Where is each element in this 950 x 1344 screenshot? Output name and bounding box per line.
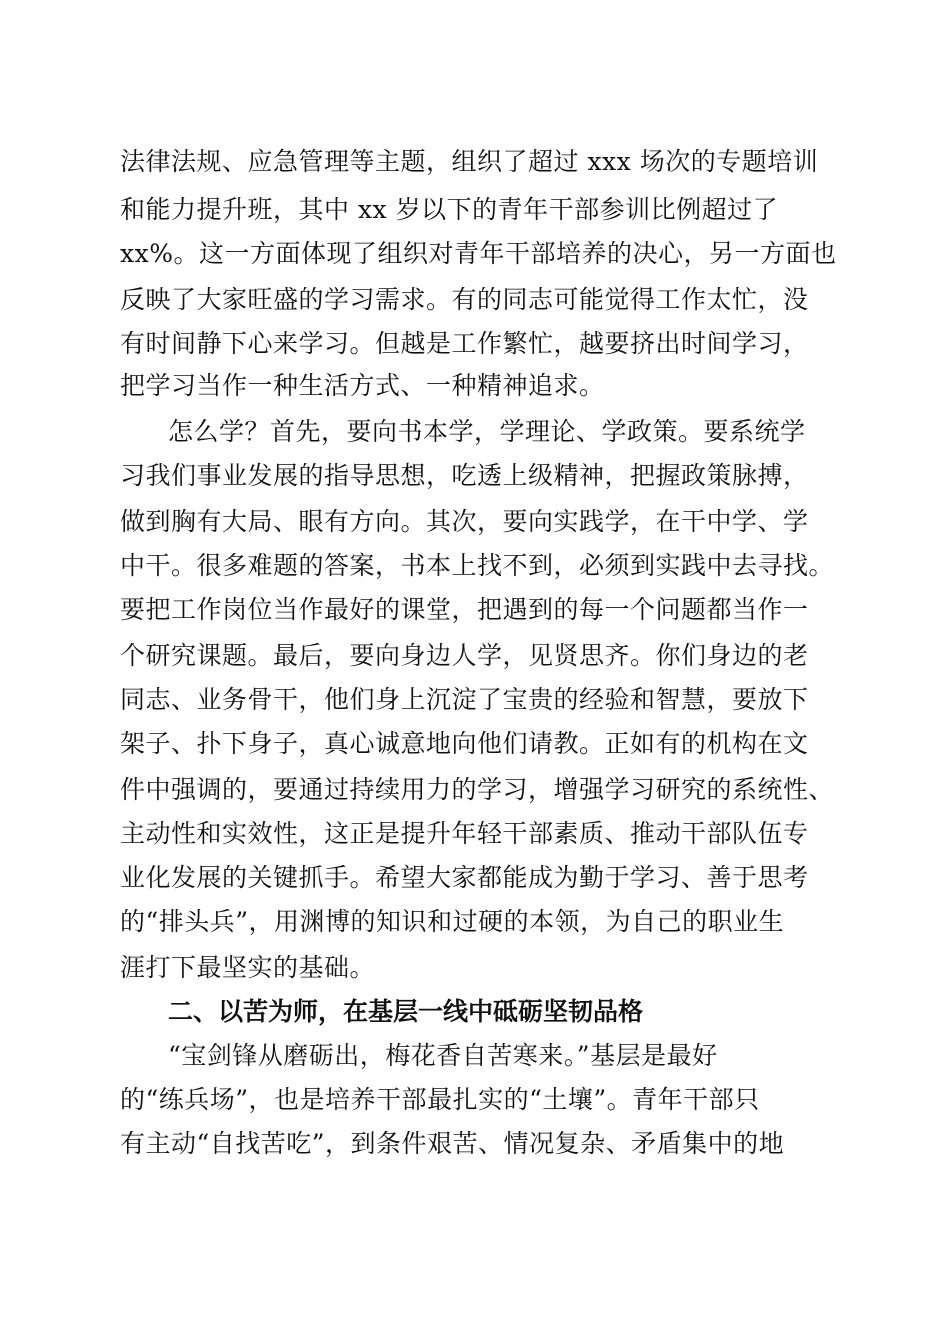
text-line: 做到胸有大局、眼有方向。其次，要向实践学，在干中学、学	[120, 507, 809, 536]
text-line: 法律法规、应急管理等主题，组织了超过 xxx 场次的专题培训	[120, 147, 819, 176]
text-line: 个研究课题。最后，要向身边人学，见贤思齐。你们身边的老	[120, 641, 809, 670]
text-line: 架子、扑下身子，真心诚意地向他们请教。正如有的机构在文	[120, 729, 809, 758]
text-line: 涯打下最坚实的基础。	[120, 953, 376, 982]
text-line: “宝剑锋从磨砺出，梅花香自苦寒来。”基层是最好	[168, 1041, 718, 1070]
text-line: xx%。这一方面体现了组织对青年干部培养的决心，另一方面也	[120, 239, 837, 268]
text-line: 要把工作岗位当作最好的课堂，把遇到的每一个问题都当作一	[120, 595, 809, 624]
text-line: 同志、业务骨干，他们身上沉淀了宝贵的经验和智慧，要放下	[120, 685, 809, 714]
text-line: 有主动“自找苦吃”，到条件艰苦、情况复杂、矛盾集中的地	[120, 1129, 785, 1158]
text-line: 有时间静下心来学习。但越是工作繁忙，越要挤出时间学习，	[120, 329, 809, 358]
text-line: 反映了大家旺盛的学习需求。有的同志可能觉得工作太忙，没	[120, 285, 809, 314]
text-line: 的“练兵场”，也是培养干部最扎实的“土壤”。青年干部只	[120, 1085, 760, 1114]
text-line: 业化发展的关键抓手。希望大家都能成为勤于学习、善于思考	[120, 863, 809, 892]
text-line: 主动性和实效性，这正是提升年轻干部素质、推动干部队伍专	[120, 819, 809, 848]
text-line: 把学习当作一种生活方式、一种精神追求。	[120, 371, 605, 400]
text-line: 和能力提升班，其中 xx 岁以下的青年干部参训比例超过了	[120, 195, 779, 224]
text-line: 习我们事业发展的指导思想，吃透上级精神，把握政策脉搏，	[120, 461, 809, 490]
text-line: 中干。很多难题的答案，书本上找不到，必须到实践中去寻找。	[120, 551, 835, 580]
text-line: 怎么学？首先，要向书本学，学理论、学政策。要系统学	[168, 417, 806, 446]
text-line: 件中强调的，要通过持续用力的学习，增强学习研究的系统性、	[120, 775, 835, 804]
text-line: 的“排头兵”，用渊博的知识和过硬的本领，为自己的职业生	[120, 907, 785, 936]
section-heading: 二、以苦为师，在基层一线中砥砺坚韧品格	[168, 997, 644, 1026]
